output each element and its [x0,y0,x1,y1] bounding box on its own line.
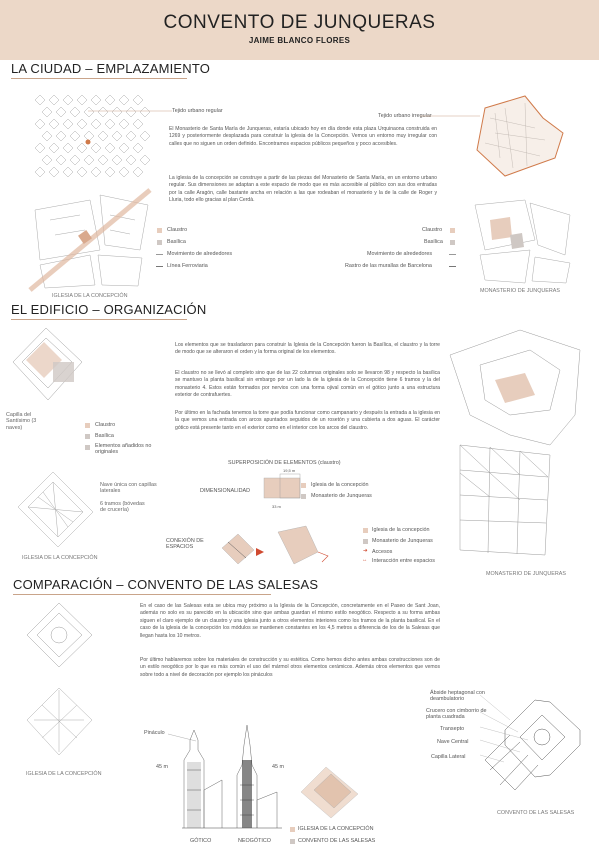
city-block [42,107,52,117]
city-block [77,143,87,153]
city-block [98,131,108,141]
sup-legend-iglesia: Iglesia de la concepción [311,482,369,488]
city-block [91,95,101,105]
legend-murallas: Rastro de las murallas de Barcelona [345,263,432,269]
legend-claustro: Claustro [167,227,188,233]
city-block [84,155,94,165]
city-block [91,167,101,177]
city-block [105,95,115,105]
comparacion-paragraph-2: Por último hablaremos sobre los materiales de construcción y su estética. Como hemos dicho antes ambas construcciones son de un estilo neogótico por lo que es más común el uso del mármol otros elementos cerámicos. Además otros elementos que vemos sobre todo a nivel de decoración por ejemplo los pináculos [140,657,440,678]
city-block [119,143,129,153]
city-block [133,95,143,105]
legend-iglesia-3: IGLESIA DE LA CONCEPCIÓN [298,826,374,832]
ciudad-paragraph-1: El Monasterio de Santa María de Junqueras, estaría ubicado hoy en día donde esta plaza Urquinaona construida en 1269 y posteriormente desplazada para construir la iglesia de la Concepción. Vemos un entorno muy irregular con calles que no siguen un orden definido. Encontramos espacios públicos pequeños y poco accesibles. [169,126,437,147]
caption-salesas: CONVENTO DE LAS SALESAS [497,810,575,816]
city-block [133,167,143,177]
city-block [140,155,150,165]
section-rule [11,319,187,320]
pinaculo-label: Pináculo [144,730,165,736]
iglesia-comparison-plan [22,600,97,670]
city-block [133,143,143,153]
monasterio-site-plan [470,195,575,285]
iglesia-vault-plan [8,462,100,552]
superposicion-title: SUPERPOSICIÓN DE ELEMENTOS (claustro) [228,460,341,466]
ann-abside: Ábside heptagonal con deambulatorio [430,690,485,703]
capilla-label: Capilla del Santísimo (3 naves) [6,412,37,431]
city-block [112,131,122,141]
location-marker [86,140,91,145]
dim-bottom: 33 m [272,504,281,509]
dim-top: 19,5 m [283,468,296,473]
city-block [112,155,122,165]
legend-swatch [85,423,90,428]
city-block [63,167,73,177]
city-block [77,95,87,105]
legend-swatch [450,240,455,245]
legend-basilica: Basílica [167,239,186,245]
height-label-gotico: 45 m [156,764,168,770]
city-block [119,95,129,105]
city-block [35,95,45,105]
city-block [56,131,66,141]
city-block [91,119,101,129]
salesas-floor-plan [480,690,590,800]
regular-grid-map [30,92,150,187]
height-label-neogotico: 45 m [272,764,284,770]
comparacion-paragraph-1: En el caso de las Salesas esta se ubica muy próximo a la Iglesia de la Concepción, concretamente en el Paseo de Sant Joan, además no solo es su parecido en la ubicación sino que ambas guardan el mismo estilo neogótico. Respecto a su forma ambas siguen el claro ejemplo de un claustro y una iglesia junto a otros elementos interiores como los tramos de la planta basilical. En el caso de la iglesia de la concepción los módulos se mantienen constantes en los 4,5 metros a diferencia de los de la Salesas que llegan hasta los 10 metros. [140,603,440,639]
legend-ferroviaria: Línea Ferroviaria [167,263,208,269]
con-legend-interaccion: Interacción entre espacios [372,558,435,564]
ann-nave-central: Nave Central [437,739,469,745]
city-block [63,143,73,153]
superposicion-diagram [264,474,304,504]
city-block [49,143,59,153]
interaccion-icon: ↔ [362,557,368,563]
author-name: JAIME BLANCO FLORES [248,36,351,45]
tejido-irregular-label: Tejido urbano irregular [378,113,432,119]
legend-swatch [85,434,90,439]
city-block [70,107,80,117]
tejido-regular-label: Tejido urbano regular [172,108,223,114]
caption-iglesia: IGLESIA DE LA CONCEPCIÓN [52,293,128,299]
legend-claustro-right: Claustro [422,227,443,233]
caption-monasterio-2: MONASTERIO DE JUNQUERAS [486,571,566,577]
city-block [70,155,80,165]
legend-basilica-right: Basílica [424,239,443,245]
legend-line [156,254,163,255]
legend-swatch [301,483,306,488]
ann-transepto: Transepto [440,726,465,732]
city-block [35,167,45,177]
city-block [63,119,73,129]
city-block [77,119,87,129]
city-block [105,167,115,177]
con-legend-iglesia: Iglesia de la concepción [372,527,430,533]
legend-swatch [290,827,295,832]
con-legend-monasterio: Monasterio de Junqueras [372,538,433,544]
city-block [42,155,52,165]
title-band [0,0,599,60]
legend-line [156,266,163,267]
section-rule [11,78,187,79]
neogotico-label: NEOGÓTICO [238,838,271,844]
iglesia-comparison-vaults [22,680,97,760]
ann-capilla-lateral: Capilla Lateral [431,754,466,760]
city-block [42,131,52,141]
city-block [49,119,59,129]
gotico-label: GÓTICO [190,838,212,844]
ann-crucero: Crucero con cimborrio de planta cuadrada [426,708,487,721]
caption-iglesia-3: IGLESIA DE LA CONCEPCIÓN [26,771,102,777]
page-title: CONVENTO DE JUNQUERAS [163,12,436,33]
section-title-edificio: EL EDIFICIO – ORGANIZACIÓN [11,302,207,317]
city-block [35,143,45,153]
legend-swatch [157,228,162,233]
section-title-comparacion: COMPARACIÓN – CONVENTO DE LAS SALESAS [13,577,319,592]
city-block [126,155,136,165]
city-block [126,131,136,141]
legend-line [449,266,456,267]
legend-swatch [363,528,368,533]
city-block [49,167,59,177]
city-block [105,143,115,153]
nave-label: Nave única con capillas laterales [100,482,157,495]
legend-swatch [290,839,295,844]
iglesia-site-plan [30,190,155,290]
conexion-label: CONEXIÓN DE ESPACIOS [166,538,204,551]
facade-elevations [182,720,282,830]
caption-monasterio: MONASTERIO DE JUNQUERAS [480,288,560,294]
irregular-city-map [465,88,580,188]
leader-line [88,110,172,114]
legend-swatch [85,445,90,450]
city-block [119,119,129,129]
legend-line [449,254,456,255]
section-title-ciudad: LA CIUDAD – EMPLAZAMIENTO [11,61,211,76]
city-block [77,167,87,177]
city-block [105,119,115,129]
tramos-label: 6 tramos (bóvedas de crucería) [100,501,145,514]
overlap-diagram [296,752,366,822]
legend-basilica-2: Basílica [95,433,114,439]
sup-legend-monasterio: Monasterio de Junqueras [311,493,372,499]
legend-movimiento-right: Movimiento de alrededores [367,251,433,257]
legend-swatch [301,494,306,499]
dimensionalidad-label: DIMENSIONALIDAD [200,488,251,494]
city-block [119,167,129,177]
city-block [56,155,66,165]
legend-claustro-2: Claustro [95,422,116,428]
city-block [133,119,143,129]
legend-elementos: Elementos añadidos no originales [95,443,152,456]
legend-swatch [157,240,162,245]
city-block [35,119,45,129]
con-legend-accesos: Accesos [372,549,393,555]
city-block [56,107,66,117]
city-block [98,155,108,165]
city-block [140,131,150,141]
edificio-paragraph-3: Por último en la fachada tenemos la torre que podía funcionar como campanario y después la entrada a la iglesia en la que vemos una entrada con arcos apuntados seguidos de un rosetón y una cubierta a dos aguas. El carácter gótico está presente tanto en el exterior como en el interior con los arcos del claustro. [175,410,440,431]
city-block [70,131,80,141]
monasterio-floor-plan [440,325,590,565]
legend-swatch [450,228,455,233]
legend-salesas: CONVENTO DE LAS SALESAS [298,838,376,844]
city-block [91,143,101,153]
city-block [49,95,59,105]
legend-movimiento: Movimiento de alrededores [167,251,233,257]
accesos-icon: ➜ [363,548,368,554]
caption-iglesia-2: IGLESIA DE LA CONCEPCIÓN [22,555,98,561]
section-rule [13,594,271,595]
city-block [84,131,94,141]
edificio-paragraph-1: Los elementos que se trasladaron para construir la Iglesia de la Concepción fueron la Basílica, el claustro y la torre de modo que se alteraron el orden y la forma original de los elementos. [175,342,440,356]
iglesia-floor-plan [8,322,86,410]
edificio-paragraph-2: El claustro no se llevó al completo sino que de las 22 columnas originales solo se llevaron 98 y respecto la basílica se mantuvo la planta basilical sin embargo por un lado la de la iglesia de la Concepción tiene 6 tramos y la del monasterio 4. Estos están formados por nervios con una forma ojival común en el gótico junto a una estructura exterior de contrafuertes. [175,370,440,399]
ciudad-paragraph-2: La iglesia de la concepción se construye a partir de las piezas del Monasterio de Santa María, en un entorno urbano regular. Sus dimensiones se adaptan a este espacio de modo que es más accesible al público con sus dos entradas por la calle Aragón, calle bastante ancha en relación a las que rodeaban el monasterio y la de la calle de Roger y Lluria, todo ello gracias al plan Cerdà. [169,175,437,204]
legend-swatch [363,539,368,544]
city-block [63,95,73,105]
